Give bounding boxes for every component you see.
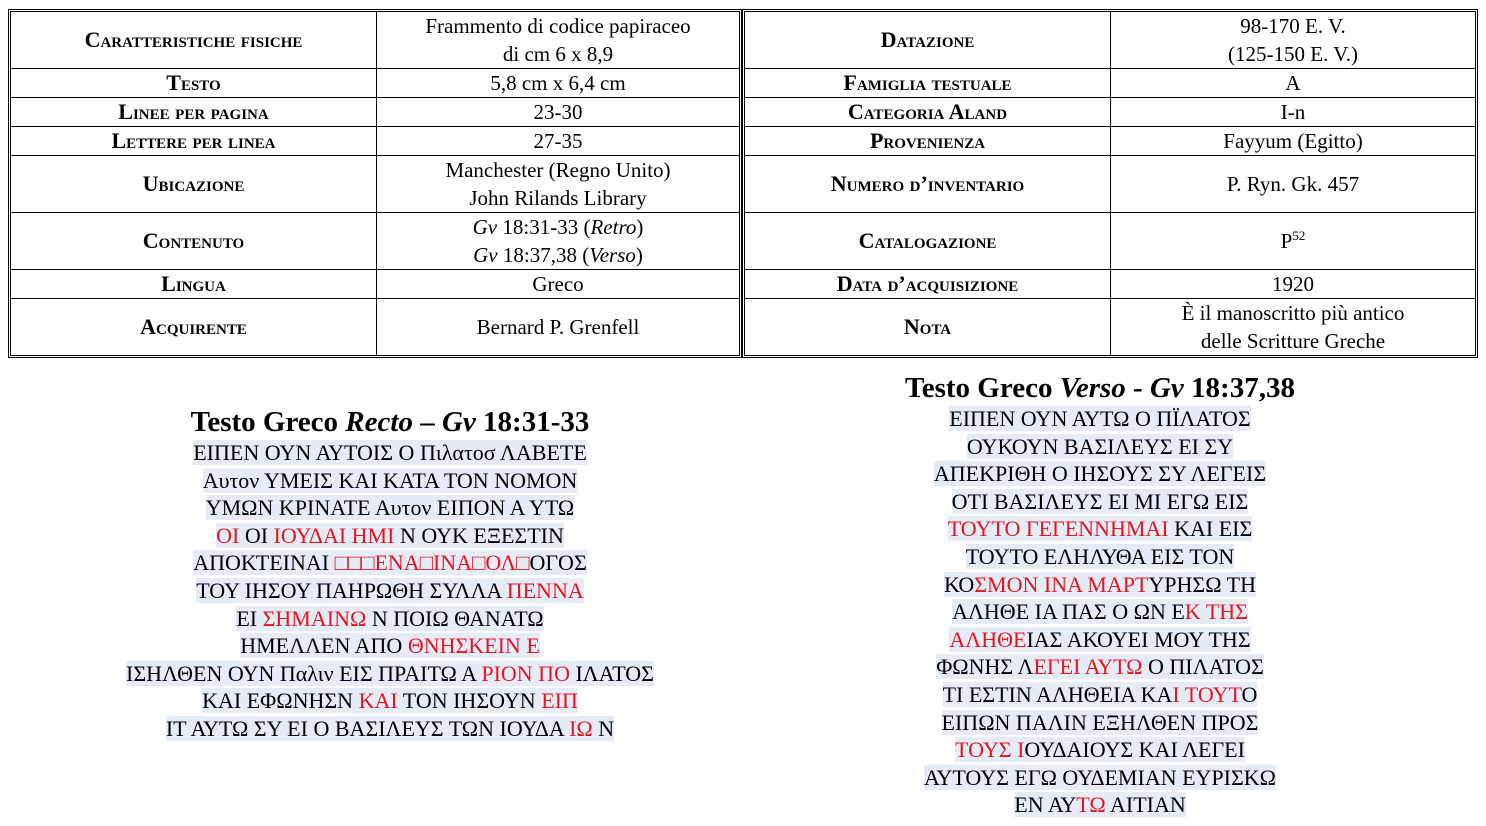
greek-segment-red: ΠΕΝΝΑ (506, 577, 584, 603)
value-testo: 5,8 cm x 6,4 cm (377, 69, 740, 98)
greek-line (90, 522, 690, 550)
greek-segment: ΚΑΙ ΕΦΩΝΗΣΝ (202, 688, 359, 714)
greek-line (830, 543, 1370, 571)
value-acquirente: Bernard P. Grenfell (377, 299, 740, 356)
greek-segment-red: Ι ΤΟΥΤ (1172, 681, 1242, 707)
greek-segment-red: ΤΩ (1076, 792, 1106, 818)
label-ubicazione: Ubicazione (11, 156, 377, 213)
greek-segment-red: ΘΝΗΣΚΕΙΝ Ε (407, 633, 540, 659)
greek-segment-red: ΕΓΕΙ ΑΥΤΩ (1033, 654, 1143, 680)
info-table-left (8, 9, 742, 358)
greek-segment: ΑΛΗΘΕ ΙΑ ΠΑΣ Ο ΩΝ Ε (952, 599, 1185, 625)
info-table-right (742, 9, 1478, 358)
greek-line (90, 439, 690, 467)
recto-title: Testo Greco Recto – Gv 18:31-33 (190, 406, 590, 438)
greek-line (90, 715, 690, 743)
label-caratteristiche: Caratteristiche fisiche (11, 12, 377, 69)
label-nota: Nota (745, 299, 1111, 356)
greek-line (830, 460, 1370, 488)
label-inventario: Numero d’inventario (745, 156, 1111, 213)
greek-segment: ΙΤ ΑΥΤΩ ΣΥ ΕΙ Ο ΒΑΣΙΛΕΥΣ ΤΩΝ ΙΟΥΔΑ (165, 715, 570, 741)
greek-line (830, 791, 1370, 819)
value-provenienza: Fayyum (Egitto) (1111, 127, 1476, 156)
value-catalogazione: $P^{52}$ (1111, 213, 1476, 270)
greek-segment-red: ΑΛΗΘΕ (949, 626, 1027, 652)
greek-segment: Ο ΠΙΛΑΤΟΣ (1142, 654, 1264, 680)
value-acquisizione: 1920 (1111, 270, 1476, 299)
greek-segment: ΑΥΤΟΥΣ ΕΓΩ ΟΥΔΕΜΙΑΝ ΕΥΡΙΣΚΩ (923, 764, 1277, 790)
greek-segment: ΟΥΚΟΥΝ ΒΑΣΙΛΕΥΣ ΕΙ ΣΥ (966, 433, 1234, 459)
greek-segment: ΚΟ (943, 571, 975, 597)
greek-segment: ΤΟΥΤΟ ΕΛΗΛΥΘΑ ΕΙΣ ΤΟΝ (965, 543, 1235, 569)
greek-segment: ΗΜΕΛΛΕΝ ΑΠΟ (240, 633, 408, 659)
greek-line (90, 605, 690, 633)
greek-segment-red: ΣΜΟΝ ΙΝΑ ΜΑΡΤ (974, 571, 1149, 597)
greek-segment: ΕΙΠΕΝ ΟΥΝ ΑΥΤΟΙΣ Ο Πιλατοσ ΛΑΒΕΤΕ (193, 440, 587, 465)
greek-line (830, 653, 1370, 681)
verso-title: Testo Greco Verso - Gv 18:37,38 (905, 372, 1295, 404)
label-lingua: Lingua (11, 270, 377, 299)
greek-line (830, 681, 1370, 709)
greek-segment: ΤΟΝ ΙΗΣΟΥΝ (397, 688, 542, 714)
value-linee: 23-30 (377, 98, 740, 127)
greek-segment-red: Κ ΤΗΣ (1184, 599, 1248, 625)
greek-line (90, 577, 690, 605)
greek-segment: ΕΙΠΕΝ ΟΥΝ ΑΥΤΩ Ο ΠΪΛΑΤΟΣ (949, 406, 1251, 431)
greek-line (830, 736, 1370, 764)
greek-segment-red: ΙΟΥΔΑΙ ΗΜΙ (273, 522, 395, 548)
greek-segment-red: ΟΙ (216, 522, 240, 548)
greek-line (830, 515, 1370, 543)
label-lettere: Lettere per linea (11, 127, 377, 156)
greek-segment: ΤΟΥ ΙΗΣΟΥ ΠΑΗΡΩΘΗ ΣΥΛΛΑ (196, 577, 507, 603)
greek-segment-red: ΤΟΥΣ Ι (955, 737, 1025, 763)
greek-segment-red: □□□ΕΝΑ□ΙΝΑ□ΟΛ□ (334, 550, 530, 576)
greek-segment: Ν ΠΟΙΩ ΘΑΝΑΤΩ (366, 605, 544, 631)
value-datazione: 98-170 E. V. (125-150 E. V.) (1111, 12, 1476, 69)
greek-line (830, 488, 1370, 516)
greek-segment: ΚΑΙ ΕΙΣ (1168, 516, 1253, 542)
label-linee: Linee per pagina (11, 98, 377, 127)
greek-segment: ΑΙΤΙΑΝ (1105, 792, 1186, 818)
greek-segment: ΑΠΟΚΤΕΙΝΑΙ (193, 550, 335, 576)
greek-segment: ΕΝ ΑΥ (1014, 792, 1077, 818)
greek-segment-red: ΕΙΠ (541, 688, 578, 714)
greek-segment: ΥΡΗΣΩ ΤΗ (1148, 571, 1256, 597)
greek-line (830, 405, 1370, 433)
greek-segment-red: ΚΑΙ (358, 688, 398, 714)
value-inventario: P. Ryn. Gk. 457 (1111, 156, 1476, 213)
greek-segment: Ν (592, 715, 615, 741)
greek-segment: ΟΥΔΑΙΟΥΣ ΚΑΙ ΛΕΓΕΙ (1024, 737, 1245, 763)
label-provenienza: Provenienza (745, 127, 1111, 156)
label-datazione: Datazione (745, 12, 1111, 69)
recto-section (90, 406, 690, 743)
greek-segment-red: ΤΟΥΤΟ ΓΕΓΕΝΝΗΜΑΙ (947, 516, 1169, 542)
value-ubicazione: Manchester (Regno Unito) John Rilands Library (377, 156, 740, 213)
verso-text (830, 405, 1370, 819)
greek-line (90, 549, 690, 577)
label-famiglia: Famiglia testuale (745, 69, 1111, 98)
value-lingua: Greco (377, 270, 740, 299)
label-contenuto: Contenuto (11, 213, 377, 270)
value-caratteristiche: Frammento di codice papiraceo di cm 6 x 8,9 (377, 12, 740, 69)
greek-segment: ΦΩΝΗΣ Λ (936, 654, 1034, 680)
value-nota: È il manoscritto più antico delle Scritture Greche (1111, 299, 1476, 356)
value-lettere: 27-35 (377, 127, 740, 156)
label-acquisizione: Data d’acquisizione (745, 270, 1111, 299)
greek-segment: ΥΜΩΝ ΚΡΙΝΑΤΕ Αυτον ΕΙΠΟΝ Α ΥΤΩ (205, 495, 575, 521)
greek-segment: Αυτον ΥΜΕΙΣ ΚΑΙ ΚΑΤΑ ΤΟΝ ΝΟΜΟΝ (202, 467, 578, 493)
greek-segment: ΕΙ (236, 605, 263, 631)
greek-line (90, 660, 690, 688)
greek-line (830, 433, 1370, 461)
greek-line (830, 571, 1370, 599)
greek-segment: ΟΙ (239, 522, 274, 548)
greek-segment: Ο (1241, 681, 1258, 707)
greek-line (90, 494, 690, 522)
greek-line (90, 632, 690, 660)
verso-section (830, 372, 1370, 819)
recto-text (90, 439, 690, 743)
value-famiglia: A (1111, 69, 1476, 98)
greek-segment: ΙΛΑΤΟΣ (569, 660, 654, 686)
greek-segment-red: ΙΩ (569, 715, 593, 741)
greek-segment: ΟΤΙ ΒΑΣΙΛΕΥΣ ΕΙ ΜΙ ΕΓΩ ΕΙΣ (951, 488, 1249, 514)
greek-segment: ΑΠΕΚΡΙΘΗ Ο ΙΗΣΟΥΣ ΣΥ ΛΕΓΕΙΣ (933, 461, 1267, 487)
value-contenuto: Gv 18:31-33 (Retro) Gv 18:37,38 (Verso) (377, 213, 740, 270)
greek-segment: ΙΣΗΛΘΕΝ ΟΥΝ Παλιν ΕΙΣ ΠΡΑΙΤΩ Α (126, 660, 482, 686)
value-categoria: I-n (1111, 98, 1476, 127)
greek-segment: ΕΙΠΩΝ ΠΑΛΙΝ ΕΞΗΛΘΕΝ ΠΡΟΣ (941, 709, 1259, 735)
greek-segment: ΙΑΣ ΑΚΟΥΕΙ ΜΟΥ ΤΗΣ (1026, 626, 1251, 652)
greek-segment-red: ΣΗΜΑΙΝΩ (262, 605, 367, 631)
greek-segment: ΤΙ ΕΣΤΙΝ ΑΛΗΘΕΙΑ ΚΑ (942, 681, 1173, 707)
label-acquirente: Acquirente (11, 299, 377, 356)
label-testo: Testo (11, 69, 377, 98)
greek-line (830, 626, 1370, 654)
greek-segment-red: ΡΙΟΝ ΠΟ (481, 660, 570, 686)
greek-line (830, 709, 1370, 737)
label-categoria: Categoria Aland (745, 98, 1111, 127)
greek-segment: Ν ΟΥΚ ΕΞΕΣΤΙΝ (394, 522, 564, 548)
greek-segment: ΟΓΟΣ (529, 550, 587, 576)
greek-line (90, 687, 690, 715)
greek-line (830, 764, 1370, 792)
greek-line (90, 467, 690, 495)
greek-line (830, 598, 1370, 626)
label-catalogazione: Catalogazione (745, 213, 1111, 270)
